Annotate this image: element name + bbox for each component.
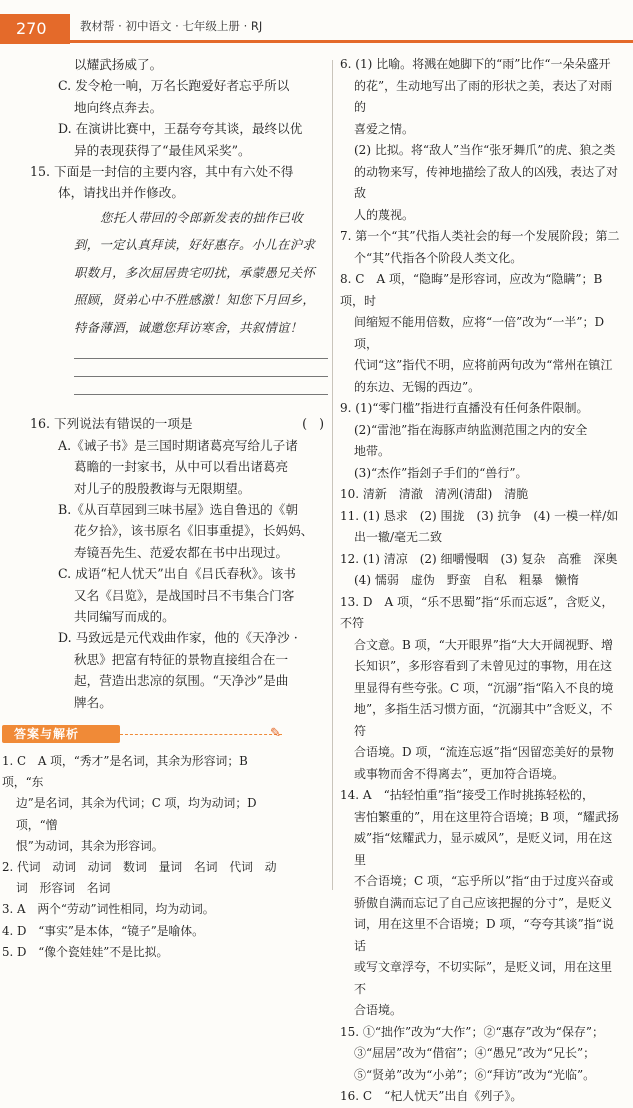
header-rule bbox=[70, 40, 633, 43]
letter-line: 您托人带回的令郎新发表的拙作已收 bbox=[100, 209, 304, 225]
answer-10: 10. 清新 清澈 清冽(清甜) 清脆 bbox=[340, 487, 529, 501]
answer-line: 个“其”代指各个阶段人类文化。 bbox=[354, 250, 523, 265]
answer-15: 15. ①“拙作”改为“大作”；②“惠存”改为“保存”； bbox=[340, 1024, 604, 1039]
answer-1-cont: 恨”为动词，其余为形容词。 bbox=[16, 838, 164, 853]
letter-line: 职数月，多次屈居贵宅叨扰，承蒙愚兄关怀 bbox=[74, 264, 316, 280]
q16 bbox=[30, 413, 328, 713]
column-divider bbox=[332, 60, 333, 890]
answer-line: 地”，多指生活习惯方面，“沉溺其中”含贬义，不符 bbox=[354, 702, 613, 738]
q16-option-c-cont: 又名《吕览》，是战国时吕不韦集合门客 bbox=[74, 587, 295, 603]
q16-option-b-cont: 寿镜吾先生、范爱农都在书中出现过。 bbox=[74, 544, 289, 560]
answer-line: 词，用在这里不合语境；D 项，“夸夸其谈”指“说话 bbox=[354, 917, 614, 953]
answer-line: 威”指“炫耀武力，显示威风”，是贬义词，用在这里 bbox=[354, 831, 613, 867]
answer-1-cont: 边”是名词，其余为代词；C 项，均为动词；D 项，“憎 bbox=[16, 796, 257, 832]
right-column bbox=[340, 54, 623, 1108]
q16-option-b: B.《从百草园到三味书屋》选自鲁迅的《朝 bbox=[58, 501, 298, 517]
answer-12: 12. (1) 清凉 (2) 细嚼慢咽 (3) 复杂 高雅 深奥 bbox=[340, 551, 618, 566]
answer-line: 合语境。D 项，“流连忘返”指“因留恋美好的景物 bbox=[354, 745, 614, 759]
letter-line: 到，一定认真拜读，好好惠存。小儿在沪求 bbox=[74, 237, 316, 253]
q16-option-a-cont: 对儿子的殷殷教诲与无限期望。 bbox=[74, 480, 251, 496]
answer-line: 长知识”，多形容看到了未曾见过的事物，用在这 bbox=[354, 659, 613, 673]
answer-line: 害怕繁重的”，用在这里符合语境；B 项，“耀武扬 bbox=[354, 809, 619, 824]
answer-line: 或事物而舍不得离去”，更加符合语境。 bbox=[354, 766, 565, 781]
answer-14: 14. A “拈轻怕重”指“接受工作时挑拣轻松的， bbox=[340, 788, 594, 802]
answer-2: 2. 代词 动词 动词 数词 量词 名词 代词 动 bbox=[2, 860, 277, 875]
answer-line: (3)“杰作”指刽子手们的“兽行”。 bbox=[354, 465, 528, 480]
answer-line: 的花”，生动地写出了雨的形状之美，表达了对雨的 bbox=[354, 78, 613, 114]
answer-11: 11. (1) 恳求 (2) 围拢 (3) 抗争 (4) 一模一样/如 bbox=[340, 508, 619, 523]
q16-answer-paren[interactable]: ( ) bbox=[302, 416, 328, 432]
letter-line: 照顾，贤弟心中不胜感激！知您下月回乡， bbox=[74, 292, 316, 308]
answer-line: 的动物来写，传神地描绘了敌人的凶残，表达了对敌 bbox=[354, 164, 619, 200]
answer-line: 地带。 bbox=[354, 444, 391, 458]
q15-letter bbox=[52, 204, 328, 342]
q14-option-c: C. 发令枪一响，万名长跑爱好者忘乎所以 bbox=[58, 78, 290, 94]
answer-line: (2) 比拟。将“敌人”当作“张牙舞爪”的虎、狼之类 bbox=[354, 143, 616, 157]
answer-8: 8. C A 项，“隐晦”是形容词，应改为“隐瞒”；B 项，时 bbox=[340, 272, 603, 308]
q14-option-b-cont: 以耀武扬威了。 bbox=[74, 57, 163, 72]
answer-line: 不合语境；C 项，“忘乎所以”指“由于过度兴奋或 bbox=[354, 874, 614, 888]
q16-option-b-cont: 花夕拾》，该书原名《旧事重提》，长妈妈、 bbox=[74, 523, 314, 539]
answer-9: 9. (1)“零门槛”指进行直播没有任何条件限制。 bbox=[340, 401, 589, 415]
q16-option-a: A.《诫子书》是三国时期诸葛亮写给儿子诸 bbox=[58, 437, 298, 453]
answer-13: 13. D A 项，“乐不思蜀”指“乐而忘返”，含贬义，不符 bbox=[340, 594, 614, 630]
answer-line: (2)“雷池”指在海豚声纳监测范围之内的安全 bbox=[354, 422, 588, 437]
answer-5: 5. D “像个瓷娃娃”不是比拟。 bbox=[2, 944, 169, 959]
q14-option-d: D. 在演讲比赛中，王磊夸夸其谈，最终以优 bbox=[58, 121, 303, 137]
letter-line: 特备薄酒，诚邀您拜访寒舍，共叙情谊！ bbox=[74, 319, 303, 335]
answer-line: 合语境。 bbox=[354, 1003, 403, 1017]
answer-3: 3. A 两个“劳动”词性相同，均为动词。 bbox=[2, 902, 215, 917]
running-title: 教材帮 · 初中语文 · 七年级上册 · RJ bbox=[80, 19, 263, 33]
answer-line: 出一辙/毫无二致 bbox=[354, 530, 443, 544]
answers-list bbox=[2, 751, 278, 963]
q14-option-d-cont: 异的表现获得了“最佳风采奖”。 bbox=[74, 142, 251, 158]
q15-stem: 15. 下面是一封信的主要内容，其中有六处不得 bbox=[30, 164, 294, 180]
q16-stem-text: 16. 下列说法有错误的一项是 bbox=[30, 416, 193, 432]
answer-line: 或写文章浮夸，不切实际”，是贬义词，用在这里不 bbox=[354, 960, 613, 996]
answer-line: ③“屈居”改为“借宿”；④“愚兄”改为“兄长”； bbox=[354, 1046, 596, 1060]
answer-line: ⑤“贤弟”改为“小弟”；⑥“拜访”改为“光临”。 bbox=[354, 1067, 596, 1082]
answers-banner bbox=[2, 723, 282, 745]
answer-line: 的东边、无锡的西边”。 bbox=[354, 379, 481, 394]
answer-line: 代词“这”指代不明，应将前两句改为“常州在镇江 bbox=[354, 358, 613, 372]
answer-1: 1. C A 项，“秀才”是名词，其余为形容词；B 项，“东 bbox=[2, 754, 248, 790]
answer-line: 间缩短不能用倍数，应将“一倍”改为“一半”；D 项， bbox=[354, 315, 605, 351]
q16-option-c-cont: 共同编写而成的。 bbox=[74, 609, 175, 624]
page-header bbox=[0, 14, 633, 44]
q14-option-c-cont: 地向终点奔去。 bbox=[74, 99, 163, 115]
q16-option-d-cont: 秋思》把富有特征的景物直接组合在一 bbox=[74, 651, 289, 667]
answer-blank-line[interactable] bbox=[74, 394, 328, 395]
answer-16: 16. C “杞人忧天”出自《列子》。 bbox=[340, 1089, 523, 1103]
answer-line: 里显得有些夸张。C 项，“沉溺”指“陷入不良的境 bbox=[354, 680, 614, 695]
answer-4: 4. D “事实”是本体，“镜子”是喻体。 bbox=[2, 923, 204, 938]
pen-icon: ✎ bbox=[270, 726, 281, 742]
q16-option-a-cont: 葛瞻的一封家书，从中可以看出诸葛亮 bbox=[74, 459, 289, 475]
q16-stem bbox=[30, 413, 328, 434]
answer-line: (4) 懦弱 虚伪 野蛮 自私 粗暴 懒惰 bbox=[354, 573, 579, 587]
page-number: 270 bbox=[0, 14, 70, 44]
q16-option-c: C. 成语“杞人忧天”出自《吕氏春秋》。该书 bbox=[58, 566, 296, 582]
q15-stem-cont: 体，请找出并作修改。 bbox=[58, 185, 184, 201]
answer-line: 骄傲自满而忘记了自己应该把握的分寸”，是贬义 bbox=[354, 895, 613, 910]
answers-banner-rule bbox=[120, 734, 282, 735]
answers-banner-title: 答案与解析 bbox=[14, 727, 80, 742]
answer-line: 人的蔑视。 bbox=[354, 207, 415, 222]
q16-option-d-cont: 牌名。 bbox=[74, 694, 112, 710]
answer-blank-line[interactable] bbox=[74, 358, 328, 359]
answer-line: 喜爱之情。 bbox=[354, 121, 415, 136]
left-column bbox=[2, 54, 328, 963]
answer-blanks bbox=[52, 358, 328, 395]
q16-option-d: D. 马致远是元代戏曲作家，他的《天净沙 · bbox=[58, 630, 298, 646]
answer-line: 合文意。B 项，“大开眼界”指“大大开阔视野、增 bbox=[354, 637, 614, 652]
answer-7: 7. 第一个“其”代指人类社会的每一个发展阶段；第二 bbox=[340, 229, 620, 243]
answer-blank-line[interactable] bbox=[74, 376, 328, 377]
answer-6: 6. (1) 比喻。将溅在她脚下的“雨”比作“一朵朵盛开 bbox=[340, 57, 611, 71]
answer-2-cont: 词 形容词 名词 bbox=[16, 881, 111, 896]
q16-option-d-cont: 起，营造出悲凉的氛围。“天净沙”是曲 bbox=[74, 673, 289, 689]
